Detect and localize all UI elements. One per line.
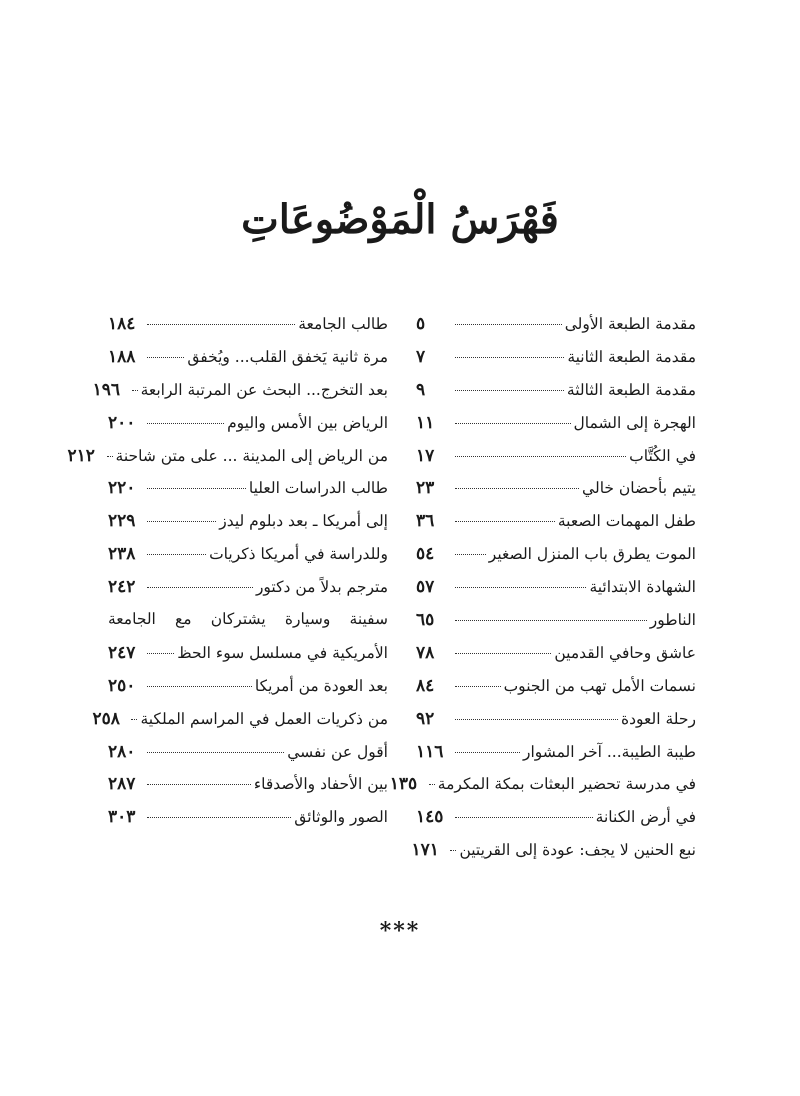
- toc-entry-title: في مدرسة تحضير البعثات بمكة المكرمة: [437, 775, 696, 794]
- toc-entry: [416, 446, 696, 479]
- dot-leader: [147, 587, 253, 588]
- toc-entry-page: ٣٦: [416, 511, 435, 532]
- toc-entry-title: الشهادة الابتدائية: [589, 578, 696, 597]
- toc-entry-title: في الكُتَّاب: [629, 446, 696, 465]
- toc-entry-page: ٢٠٠: [108, 412, 136, 433]
- dot-leader: [455, 719, 618, 720]
- toc-entry-page: ٧: [416, 346, 426, 367]
- dot-leader: [455, 620, 647, 621]
- toc-entry: [416, 380, 696, 413]
- toc-entry-page: ٧٨: [416, 642, 435, 663]
- toc-entry-page: ٢٨٠: [108, 741, 136, 762]
- toc-entry-page: ١٧١: [411, 840, 439, 861]
- toc-entry: [416, 577, 696, 610]
- toc-entry-page: ١٩٦: [92, 379, 120, 400]
- toc-entry-page: ٩: [416, 379, 426, 400]
- toc-entry-page: ٢٣٨: [108, 544, 136, 565]
- toc-entry: [411, 840, 696, 873]
- dot-leader: [147, 488, 246, 489]
- dot-leader: [455, 817, 593, 818]
- dot-leader: [455, 686, 501, 687]
- toc-entry-title: مترجم بدلاً من دكتور: [255, 578, 388, 597]
- toc-entry: [389, 774, 696, 807]
- toc-entry: [108, 478, 388, 511]
- toc-entry: [67, 445, 388, 479]
- dot-leader: [455, 521, 555, 522]
- toc-entry-page: ١٣٥: [389, 774, 418, 795]
- dot-leader: [455, 752, 520, 753]
- toc-entry-title: طالب الجامعة: [298, 315, 388, 333]
- toc-entry-title: نسمات الأمل تهب من الجنوب: [503, 676, 696, 695]
- toc-entry-title: مقدمة الطبعة الثالثة: [566, 380, 696, 399]
- toc-entry-page: ٢٥٨: [92, 708, 120, 729]
- dot-leader: [147, 817, 291, 818]
- dot-leader: [455, 324, 562, 325]
- toc-entry-page: ٦٥: [416, 610, 435, 631]
- toc-entry: [108, 774, 388, 807]
- toc-entry: [416, 413, 696, 446]
- toc-entry-page: ١٧: [416, 445, 435, 466]
- dot-leader: [455, 423, 571, 424]
- dot-leader: [455, 554, 486, 555]
- toc-entry-page: ٢٤٢: [108, 577, 136, 598]
- dot-leader: [147, 521, 216, 522]
- toc-entry-title: مرة ثانية يَخفق القلب... ويُخفق: [187, 347, 388, 366]
- toc-entry: [108, 676, 388, 709]
- dot-leader: [147, 653, 174, 654]
- toc-entry-title: رحلة العودة: [621, 709, 696, 728]
- toc-entry: [416, 742, 696, 775]
- toc-entry-page: ٢٥٠: [108, 675, 136, 696]
- toc-entry: [108, 807, 388, 840]
- toc-entry-title: الصور والوثائق: [294, 808, 388, 827]
- toc-entry-title: طيبة الطيبة... آخر المشوار: [522, 742, 696, 761]
- toc-entry: [416, 511, 696, 544]
- dot-leader: [455, 653, 551, 654]
- toc-entry: [416, 314, 696, 347]
- end-mark: ***: [379, 918, 421, 944]
- toc-entry-title: أقول عن نفسي: [287, 742, 388, 761]
- toc-entry-title: بعد العودة من أمريكا: [254, 676, 388, 695]
- toc-entry: [108, 577, 388, 610]
- page-title: فَهْرَسُ الْمَوْضُوعَاتِ: [241, 196, 559, 243]
- toc-entry: [108, 643, 388, 676]
- dot-leader: [107, 456, 113, 457]
- toc-entry: [108, 314, 388, 347]
- toc-entry: [108, 544, 388, 577]
- dot-leader: [455, 488, 579, 489]
- toc-entry: [108, 413, 388, 446]
- toc-entry-page: ٩٢: [416, 708, 435, 729]
- toc-entry-title: الهجرة إلى الشمال: [573, 413, 696, 432]
- toc-entry-title: عاشق وحافي القدمين: [554, 643, 696, 662]
- toc-entry-page: ٢٤٧: [108, 642, 136, 663]
- toc-entry: [108, 610, 388, 643]
- toc-entry-title: يتيم بأحضان خالي: [582, 479, 696, 498]
- dot-leader: [147, 686, 252, 687]
- toc-entry: [416, 676, 696, 709]
- toc-column-left: [67, 314, 388, 873]
- toc-entry-title: طفل المهمات الصعبة: [557, 512, 696, 531]
- toc-entry-title: إلى أمريكا ـ بعد دبلوم ليدز: [219, 512, 388, 531]
- toc-entry: [108, 347, 388, 380]
- toc-entry: [92, 379, 388, 413]
- table-of-contents: [67, 314, 696, 873]
- toc-entry: [92, 708, 388, 742]
- toc-entry-title: مقدمة الطبعة الثانية: [567, 347, 696, 366]
- toc-entry-title: طالب الدراسات العليا: [248, 479, 388, 498]
- dot-leader: [455, 357, 564, 358]
- dot-leader: [147, 752, 284, 753]
- toc-entry-page: ٥: [416, 314, 426, 334]
- dot-leader: [147, 423, 224, 424]
- toc-column-right: [389, 314, 696, 873]
- toc-entry-page: ٥٤: [416, 544, 435, 565]
- toc-entry-page: ١١: [416, 412, 435, 433]
- toc-entry-title: بين الأحفاد والأصدقاء: [253, 775, 388, 794]
- toc-entry: [416, 347, 696, 380]
- toc-entry-page: ٢١٢: [67, 445, 95, 466]
- toc-entry: [108, 742, 388, 775]
- dot-leader: [147, 554, 206, 555]
- toc-entry-page: ٥٧: [416, 577, 435, 598]
- toc-entry-page: ٢٢٠: [108, 478, 136, 499]
- toc-entry-title: الموت يطرق باب المنزل الصغير: [488, 545, 696, 564]
- toc-entry-page: ١٨٤: [108, 314, 136, 334]
- toc-entry-page: ٢٣: [416, 478, 435, 499]
- toc-entry-page: ٨٤: [416, 675, 435, 696]
- toc-entry-page: ٢٢٩: [108, 511, 136, 532]
- toc-entry-title: الأمريكية في مسلسل سوء الحظ: [177, 643, 388, 662]
- dot-leader: [455, 456, 626, 457]
- toc-entry-title: نبع الحنين لا يجف: عودة إلى القريتين: [459, 841, 696, 860]
- toc-entry: [416, 544, 696, 577]
- toc-entry-title: الناطور: [649, 611, 696, 630]
- toc-entry: [416, 643, 696, 676]
- toc-entry: [108, 511, 388, 544]
- toc-entry-page: ١٨٨: [108, 346, 136, 367]
- toc-entry-title: وللدراسة في أمريكا ذكريات: [209, 545, 388, 564]
- toc-entry: [416, 610, 696, 643]
- dot-leader: [131, 719, 137, 720]
- dot-leader: [132, 390, 138, 391]
- toc-entry-title: سفينة وسيارة يشتركان مع الجامعة: [108, 610, 388, 629]
- dot-leader: [455, 390, 564, 391]
- toc-entry-page: ١١٦: [416, 741, 444, 762]
- toc-entry-title: من الرياض إلى المدينة ... على متن شاحنة: [115, 446, 388, 465]
- toc-entry-title: الرياض بين الأمس واليوم: [227, 413, 388, 432]
- dot-leader: [147, 357, 184, 358]
- dot-leader: [450, 850, 456, 851]
- toc-entry: [416, 807, 696, 840]
- toc-entry-title: مقدمة الطبعة الأولى: [564, 315, 696, 333]
- toc-entry-page: ٣٠٣: [108, 807, 136, 828]
- toc-entry: [416, 478, 696, 511]
- dot-leader: [455, 587, 586, 588]
- toc-entry-page: ٢٨٧: [108, 774, 136, 795]
- dot-leader: [147, 324, 295, 325]
- dot-leader: [147, 784, 251, 785]
- toc-entry-page: ١٤٥: [416, 807, 444, 828]
- toc-entry-title: في أرض الكنانة: [595, 808, 696, 827]
- dot-leader: [429, 784, 435, 785]
- toc-entry-title: من ذكريات العمل في المراسم الملكية: [140, 709, 388, 728]
- toc-entry: [416, 709, 696, 742]
- toc-entry-title: بعد التخرج... البحث عن المرتبة الرابعة: [140, 380, 388, 399]
